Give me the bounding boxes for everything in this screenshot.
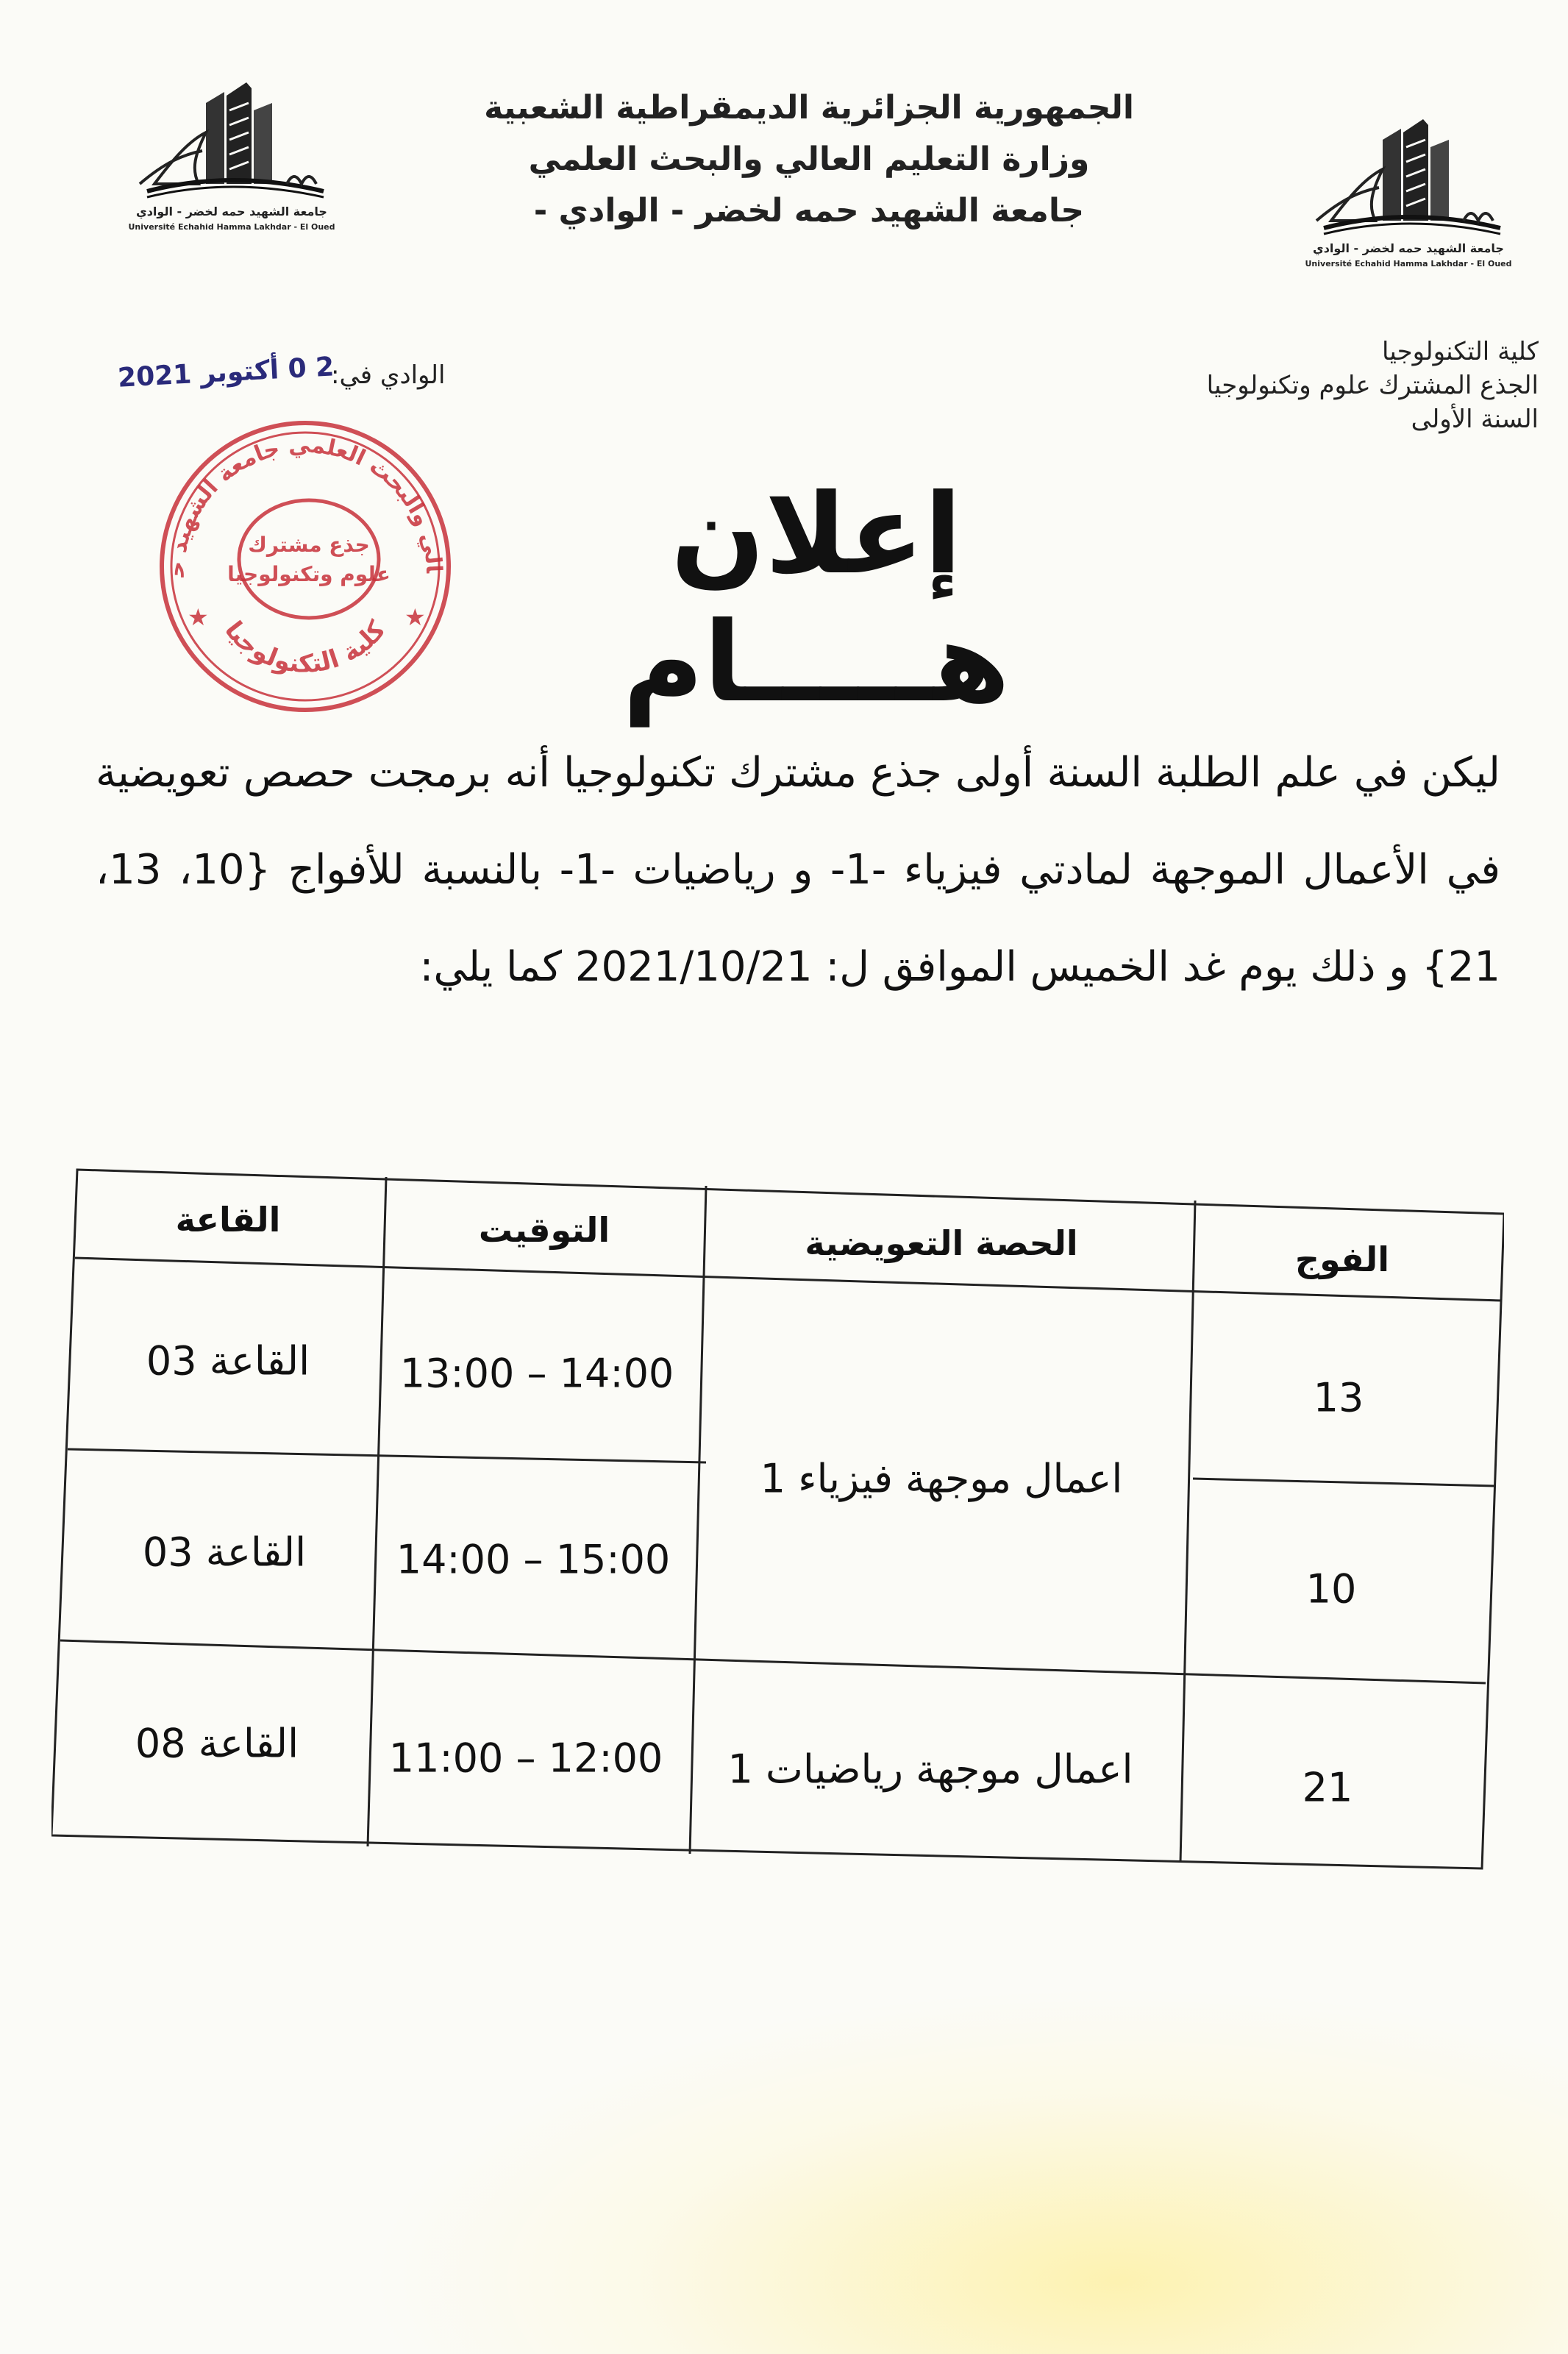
faculty-name: كلية التكنولوجيا [1382, 337, 1539, 366]
date-label: الوادي في: [331, 360, 446, 390]
faculty-block [1207, 335, 1539, 436]
university-logo-right [1302, 110, 1515, 276]
header-ministry: وزارة التعليم العالي والبحث العلمي [528, 141, 1090, 178]
schedule-table [51, 1162, 1504, 1876]
row1-group: 13 [1313, 1374, 1364, 1421]
physics-session: اعمال موجهة فيزياء 1 [760, 1455, 1123, 1502]
official-stamp [151, 416, 460, 717]
study-year: السنة الأولى [1411, 405, 1539, 434]
logo-caption-french: Université Echahid Hamma Lakhdar - El Oued [1305, 259, 1512, 269]
logo-caption-arabic: جامعة الشهيد حمه لخضر - الوادي [1313, 241, 1504, 255]
stamp-outer-text: الي والبحث العلمي جامعة الشهيد ح [163, 432, 447, 578]
date-value: 2 0 أكتوبر 2021 [117, 352, 335, 394]
header-session: الحصة التعويضية [805, 1223, 1078, 1263]
building-book-icon [125, 74, 338, 206]
row2-room: القاعة 03 [142, 1529, 307, 1576]
university-logo-left [125, 74, 338, 239]
row2-group: 10 [1305, 1565, 1357, 1612]
row3-room: القاعة 08 [135, 1720, 299, 1767]
logo-caption-french: Université Echahid Hamma Lakhdar - El Oued [128, 222, 335, 232]
header-time: التوقيت [478, 1210, 610, 1250]
stamp-inner-line1: جذع مشترك [248, 533, 370, 557]
row3-group: 21 [1302, 1764, 1353, 1811]
row1-room: القاعة 03 [146, 1337, 310, 1384]
stamp-star-right: ★ [405, 603, 426, 631]
common-core-name: الجذع المشترك علوم وتكنولوجيا [1206, 371, 1539, 400]
row2-time: 14:00 – 15:00 [396, 1536, 671, 1583]
logo-caption-arabic: جامعة الشهيد حمه لخضر - الوادي [136, 205, 327, 218]
row1-time: 13:00 – 14:00 [399, 1350, 674, 1397]
institution-header [456, 82, 1162, 237]
paper-glare [368, 1986, 1568, 2354]
header-university: جامعة الشهيد حمه لخضر - الوادي - [533, 192, 1085, 230]
building-book-icon [1302, 110, 1515, 243]
stamp-bottom-text: كلية التكنولوجيا [218, 615, 392, 679]
announcement-body: ليكن في علم الطلبة السنة أولى جذع مشترك تكنولوجيا أنه برمجت حصص تعويضية في الأعمال الموجهة لمادتي فيزياء -1- و رياضيات -1- بالنسبة للأفواج {10، 13، 21} و ذلك يوم غد الخميس الموافق ل: 2021/10/21 كما يلي: [96, 749, 1501, 991]
math-session: اعمال موجهة رياضيات 1 [727, 1746, 1133, 1793]
announcement-title: إعلان هـــــام [622, 471, 1011, 727]
header-room: القاعة [175, 1200, 281, 1240]
stamp-star-left: ★ [188, 603, 209, 631]
header-republic: الجمهورية الجزائرية الديمقراطية الشعبية [484, 89, 1134, 127]
stamp-inner-line2: علوم وتكنولوجيا [227, 562, 391, 586]
header-group: الفوج [1294, 1240, 1390, 1279]
row3-time: 11:00 – 12:00 [388, 1735, 663, 1782]
